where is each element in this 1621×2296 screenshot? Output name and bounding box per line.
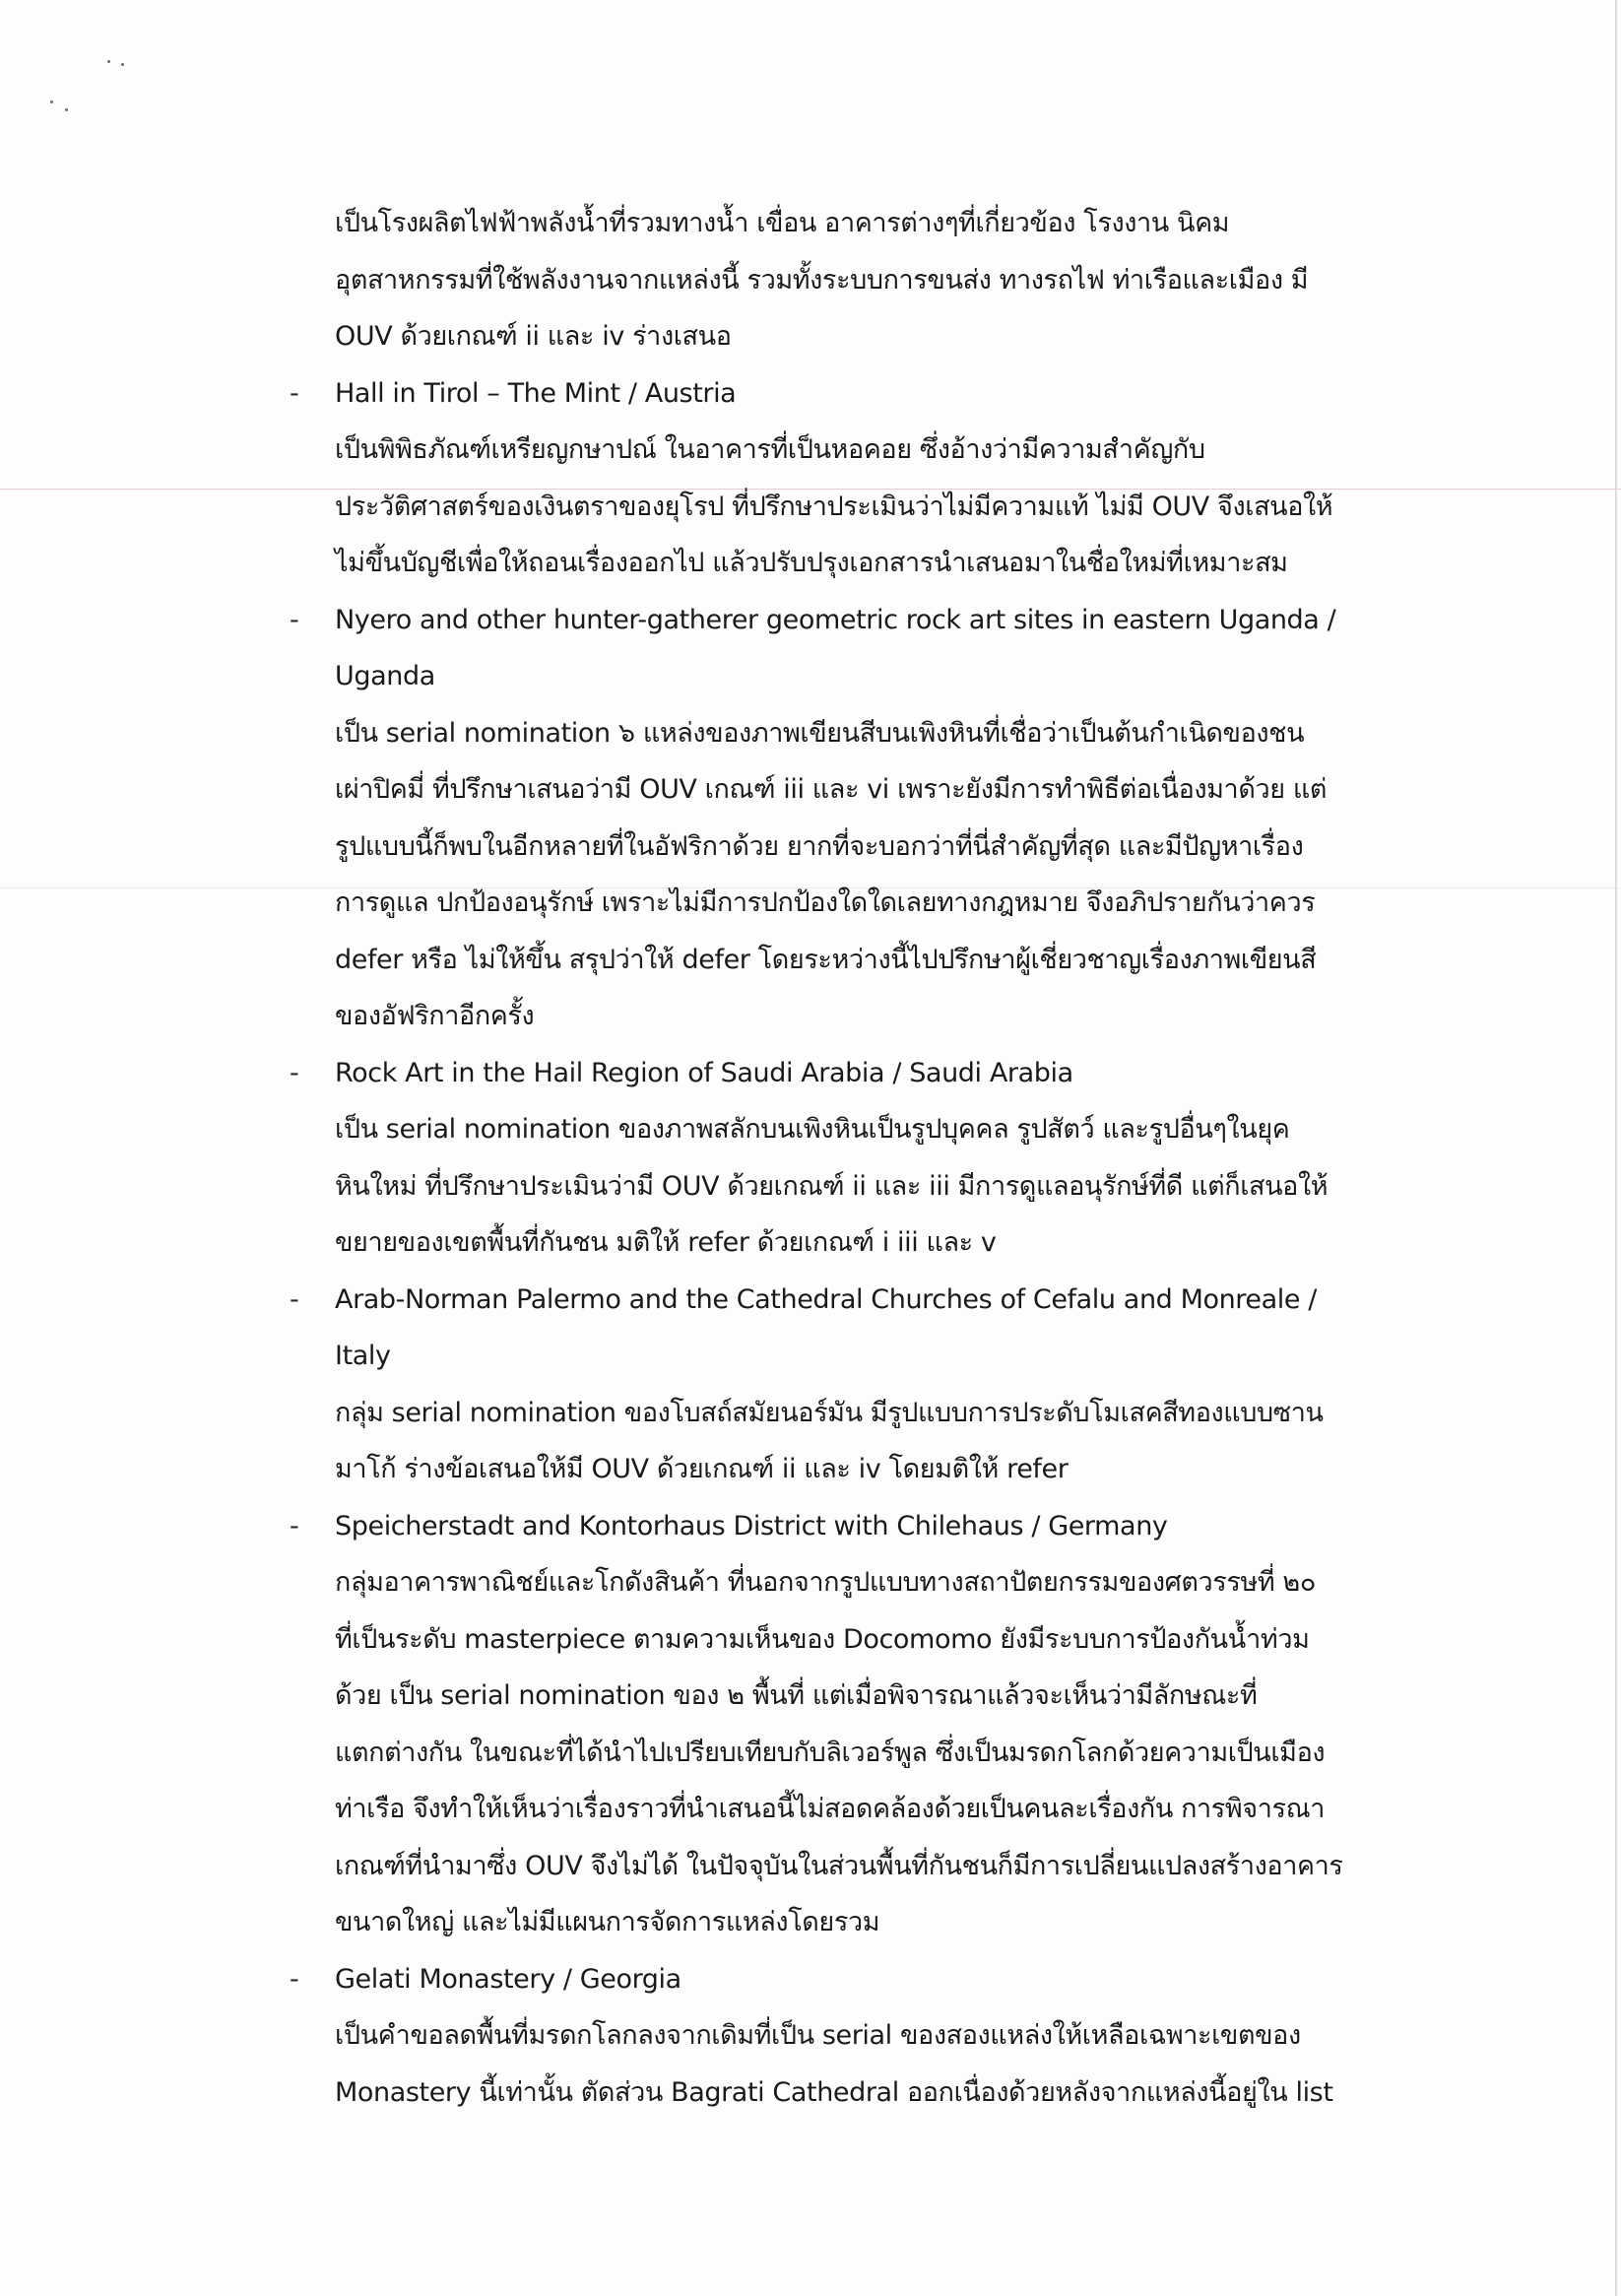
item-title-text: Nyero and other hunter-gatherer geometric rock art sites in eastern Uganda /	[335, 604, 1336, 635]
text-line: เป็นคำขอลดพื้นที่มรดกโลกลงจากเดิมที่เป็น serial ของสองแหล่งให้เหลือเฉพาะเขตของ	[335, 2020, 1301, 2051]
scan-speck	[50, 100, 53, 103]
document-body	[290, 195, 1359, 2121]
text-line: กลุ่มอาคารพาณิชย์และโกดังสินค้า ที่นอกจากรูปแบบทางสถาปัตยกรรมของศตวรรษที่ ๒๐	[335, 1567, 1316, 1598]
text-line: หินใหม่ ที่ปรึกษาประเมินว่ามี OUV ด้วยเกณฑ์ ii และ iii มีการดูแลอนุรักษ์ที่ดี แต่ก็เสนอให้	[335, 1170, 1329, 1202]
text-line: เกณฑ์ที่นำมาซึ่ง OUV จึงไม่ได้ ในปัจจุบันในส่วนพื้นที่กันชนก็มีการเปลี่ยนแปลงสร้างอาคาร	[335, 1850, 1343, 1881]
item-title-text: Uganda	[335, 661, 435, 691]
item-title	[290, 1498, 1359, 1555]
text-line: ท่าเรือ จึงทำให้เห็นว่าเรื่องราวที่นำเสนอนี้ไม่สอดคล้องด้วยเป็นคนละเรื่องกัน การพิจารณา	[335, 1794, 1325, 1824]
text-line: ที่เป็นระดับ masterpiece ตามความเห็นของ Docomomo ยังมีระบบการป้องกันน้ำท่วม	[335, 1623, 1310, 1655]
dash-bullet-icon: -	[290, 1057, 299, 1088]
text-line: แตกต่างกัน ในขณะที่ได้นำไปเปรียบเทียบกับลิเวอร์พูล ซึ่งเป็นมรดกโลกด้วยความเป็นเมือง	[335, 1737, 1326, 1768]
item-title	[290, 592, 1359, 649]
item-title-text: Speicherstadt and Kontorhaus District with Chilehaus / Germany	[335, 1510, 1168, 1542]
text-line: เป็น serial nomination ของภาพสลักบนเพิงหินเป็นรูปบุคคล รูปสัตว์ และรูปอื่นๆในยุค	[335, 1114, 1290, 1145]
item-title	[290, 1951, 1359, 2008]
text-line: Monastery นี้เท่านั้น ตัดส่วน Bagrati Cathedral ออกเนื่องด้วยหลังจากแหล่งนี้อยู่ใน list	[335, 2076, 1333, 2108]
text-line: เผ่าปิคมี่ ที่ปรึกษาเสนอว่ามี OUV เกณฑ์ iii และ vi เพราะยังมีการทำพิธีต่อเนื่องมาด้วย แต่	[335, 774, 1327, 805]
list-item	[290, 1951, 1359, 2122]
dash-bullet-icon: -	[290, 1510, 299, 1542]
text-line: กลุ่ม serial nomination ของโบสถ์สมัยนอร์มัน มีรูปแบบการประดับโมเสคสีทองแบบซาน	[335, 1397, 1324, 1428]
item-title-text: Rock Art in the Hail Region of Saudi Arabia / Saudi Arabia	[335, 1057, 1073, 1088]
scan-speck	[107, 60, 110, 63]
text-line: รูปแบบนี้ก็พบในอีกหลายที่ในอัฟริกาด้วย ยากที่จะบอกว่าที่นี่สำคัญที่สุด และมีปัญหาเรื่อง	[335, 830, 1304, 862]
page-edge	[1615, 0, 1617, 2296]
text-line: ด้วย เป็น serial nomination ของ ๒ พื้นที่ แต่เมื่อพิจารณาแล้วจะเห็นว่ามีลักษณะที่	[335, 1680, 1258, 1711]
text-line: OUV ด้วยเกณฑ์ ii และ iv ร่างเสนอ	[335, 321, 732, 352]
list-item	[290, 1045, 1359, 1272]
text-line: ของอัฟริกาอีกครั้ง	[335, 1001, 535, 1031]
item-title-text: Hall in Tirol – The Mint / Austria	[335, 377, 737, 409]
item-title-text: Italy	[335, 1341, 391, 1371]
scan-speck	[121, 63, 124, 66]
text-line: เป็นพิพิธภัณฑ์เหรียญกษาปณ์ ในอาคารที่เป็นหอคอย ซึ่งอ้างว่ามีความสำคัญกับ	[335, 434, 1205, 465]
text-line: เป็นโรงผลิตไฟฟ้าพลังน้ำที่รวมทางน้ำ เขื่อน อาคารต่างๆที่เกี่ยวข้อง โรงงาน นิคม	[335, 208, 1230, 238]
dash-bullet-icon: -	[290, 1963, 299, 1995]
text-line: defer หรือ ไม่ให้ขึ้น สรุปว่าให้ defer โดยระหว่างนี้ไปปรึกษาผู้เชี่ยวชาญเรื่องภาพเขียนสี	[335, 944, 1317, 975]
text-line: เป็น serial nomination ๖ แหล่งของภาพเขียนสีบนเพิงหินที่เชื่อว่าเป็นต้นกำเนิดของชน	[335, 717, 1305, 749]
dash-bullet-icon: -	[290, 604, 299, 635]
text-line: ประวัติศาสตร์ของเงินตราของยุโรป ที่ปรึกษาประเมินว่าไม่มีความแท้ ไม่มี OUV จึงเสนอให้	[335, 491, 1333, 522]
intro-paragraph	[335, 195, 1359, 365]
item-title	[290, 1272, 1359, 1329]
scan-speck	[65, 108, 68, 111]
list-item	[290, 1272, 1359, 1498]
text-line: ขยายของเขตพื้นที่กันชน มติให้ refer ด้วยเกณฑ์ i iii และ v	[335, 1227, 997, 1258]
text-line: การดูแล ปกป้องอนุรักษ์ เพราะไม่มีการปกป้องใดใดเลยทางกฎหมาย จึงอภิปรายกันว่าควร	[335, 887, 1316, 918]
list-item	[290, 1498, 1359, 1951]
item-title	[290, 365, 1359, 423]
text-line: อุตสาหกรรมที่ใช้พลังงานจากแหล่งนี้ รวมทั้งระบบการขนส่ง ทางรถไฟ ท่าเรือและเมือง มี	[335, 264, 1309, 295]
text-line: ไม่ขึ้นบัญชีเพื่อให้ถอนเรื่องออกไป แล้วปรับปรุงเอกสารนำเสนอมาในชื่อใหม่ที่เหมาะสม	[335, 548, 1288, 578]
text-line: ขนาดใหญ่ และไม่มีแผนการจัดการแหล่งโดยรวม	[335, 1907, 880, 1937]
text-line: มาโก้ ร่างข้อเสนอให้มี OUV ด้วยเกณฑ์ ii และ iv โดยมติให้ refer	[335, 1454, 1069, 1484]
dash-bullet-icon: -	[290, 1283, 299, 1315]
item-title-text: Arab-Norman Palermo and the Cathedral Churches of Cefalu and Monreale /	[335, 1283, 1317, 1315]
list-item	[290, 365, 1359, 592]
item-title	[290, 1045, 1359, 1102]
list-item	[290, 592, 1359, 1045]
dash-bullet-icon: -	[290, 377, 299, 409]
item-title-text: Gelati Monastery / Georgia	[335, 1963, 681, 1995]
